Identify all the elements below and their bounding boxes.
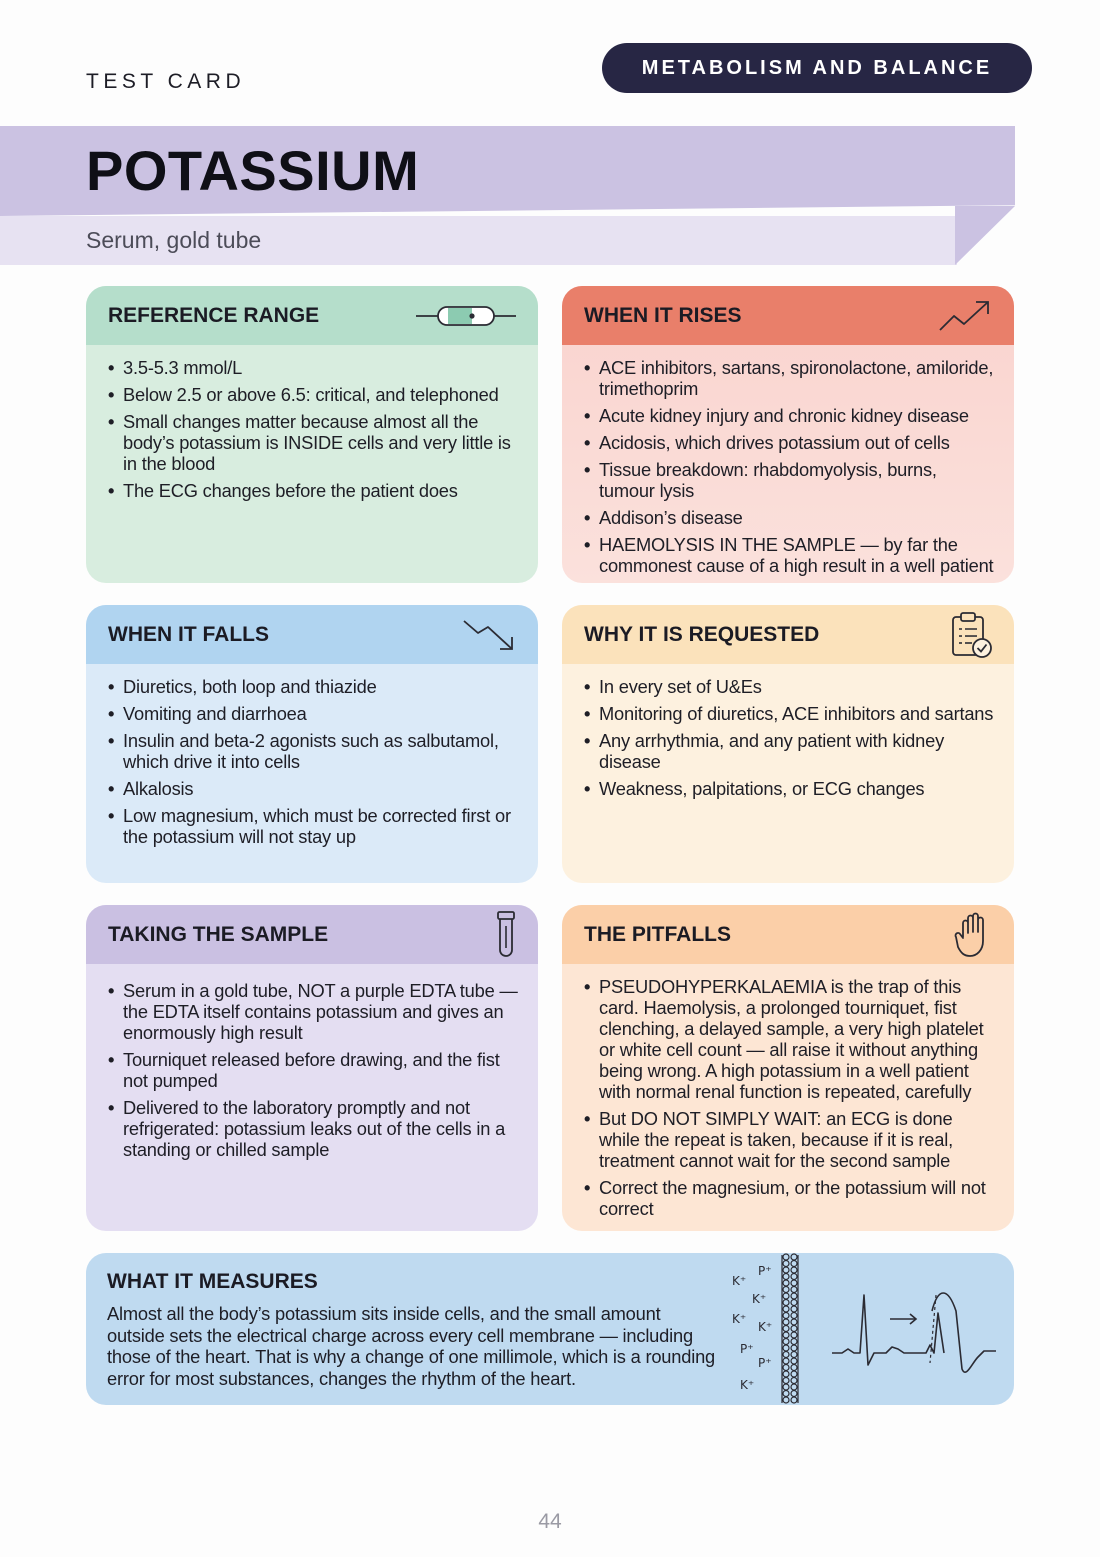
card-header — [562, 286, 1014, 345]
reference-range-card — [86, 286, 538, 583]
list-item: • In every set of U&Es — [584, 676, 996, 697]
list-item: • Vomiting and diarrhoea — [108, 703, 520, 724]
card-type-label: TEST CARD — [86, 70, 246, 93]
ion-label: K⁺ — [758, 1320, 773, 1334]
list-item: • Weakness, palpitations, or ECG changes — [584, 778, 996, 799]
arrow-right-icon — [890, 1314, 916, 1324]
list-item: • Alkalosis — [108, 778, 520, 799]
trend-down-icon — [462, 617, 518, 653]
list-item: • Delivered to the laboratory promptly and not refrigerated: potassium leaks out of the cells in a standing or chilled sample — [108, 1097, 520, 1160]
when-it-falls-list — [108, 676, 520, 847]
card-title: THE PITFALLS — [584, 922, 731, 946]
ion-label: K⁺ — [732, 1274, 747, 1288]
list-item: • Tissue breakdown: rhabdomyolysis, burns, tumour lysis — [584, 459, 996, 501]
card-header — [86, 905, 538, 964]
card-header — [86, 605, 538, 664]
ion-label: K⁺ — [740, 1378, 755, 1392]
card-title: WHY IT IS REQUESTED — [584, 622, 820, 646]
clipboard-check-icon — [950, 611, 994, 659]
card-title: WHEN IT RISES — [584, 303, 742, 327]
list-item: • Below 2.5 or above 6.5: critical, and telephoned — [108, 384, 520, 405]
page-title: POTASSIUM — [86, 139, 420, 202]
cell-membrane-icon — [782, 1254, 798, 1403]
stop-hand-icon — [954, 911, 994, 959]
ion-label: P⁺ — [758, 1356, 772, 1370]
card-title: WHEN IT FALLS — [108, 622, 269, 646]
list-item: • Low magnesium, which must be corrected first or the potassium will not stay up — [108, 805, 520, 847]
range-slider-icon — [414, 304, 518, 328]
ion-label: K⁺ — [732, 1312, 747, 1326]
pitfalls-card — [562, 905, 1014, 1231]
why-requested-card — [562, 605, 1014, 883]
list-item: • Addison’s disease — [584, 507, 996, 528]
category-badge: METABOLISM AND BALANCE — [602, 43, 1032, 93]
page-number: 44 — [538, 1510, 562, 1533]
page-subtitle: Serum, gold tube — [86, 227, 262, 253]
when-it-rises-list — [584, 357, 996, 576]
list-item: • The ECG changes before the patient does — [108, 480, 520, 501]
measures-description: Almost all the body’s potassium sits inside cells, and the small amount outside sets the electrical charge across every cell membrane — including those of the heart. That is why a change of one millimole, which is a rounding error for most substances, changes the rhythm of the heart. — [107, 1303, 716, 1389]
list-item: • Diuretics, both loop and thiazide — [108, 676, 520, 697]
taking-sample-card — [86, 905, 538, 1231]
taking-sample-list — [108, 980, 520, 1160]
when-it-rises-card — [562, 286, 1014, 583]
list-item: • Correct the magnesium, or the potassium will not correct — [584, 1177, 996, 1219]
list-item: • Acidosis, which drives potassium out of cells — [584, 432, 996, 453]
card-header — [562, 905, 1014, 964]
list-item: • Serum in a gold tube, NOT a purple EDTA tube — the EDTA itself contains potassium and gives an enormously high result — [108, 980, 520, 1043]
card-title: WHAT IT MEASURES — [107, 1270, 318, 1293]
when-it-falls-card — [86, 605, 538, 883]
what-it-measures-card — [86, 1253, 1014, 1405]
ecg-trace-icon — [832, 1295, 944, 1365]
list-item: • HAEMOLYSIS IN THE SAMPLE — by far the commonest cause of a high result in a well patient — [584, 534, 996, 576]
membrane-ecg-illustration — [726, 1253, 1006, 1405]
pitfalls-list — [584, 976, 996, 1219]
list-item: • 3.5-5.3 mmol/L — [108, 357, 520, 378]
card-title: TAKING THE SAMPLE — [108, 922, 329, 946]
card-title: REFERENCE RANGE — [108, 303, 320, 327]
list-item: • Acute kidney injury and chronic kidney disease — [584, 405, 996, 426]
ion-label: K⁺ — [752, 1292, 767, 1306]
why-requested-list — [584, 676, 996, 799]
card-header — [86, 286, 538, 345]
list-item: • But DO NOT SIMPLY WAIT: an ECG is done while the repeat is taken, because if it is real, treatment cannot wait for the second sample — [584, 1108, 996, 1171]
list-item: • Insulin and beta-2 agonists such as salbutamol, which drive it into cells — [108, 730, 520, 772]
list-item: • Tourniquet released before drawing, and the fist not pumped — [108, 1049, 520, 1091]
list-item: • Any arrhythmia, and any patient with kidney disease — [584, 730, 996, 772]
list-item: • Small changes matter because almost all the body’s potassium is INSIDE cells and very little is in the blood — [108, 411, 520, 474]
reference-range-list — [108, 357, 520, 501]
trend-up-icon — [938, 298, 994, 334]
list-item: • PSEUDOHYPERKALAEMIA is the trap of this card. Haemolysis, a prolonged tourniquet, fist clenching, a delayed sample, a very high platelet or white cell count — all raise it without anything being wrong. A high potassium in a well patient with normal renal function is repeated, carefully — [584, 976, 996, 1102]
ion-label: P⁺ — [740, 1342, 754, 1356]
ion-label: P⁺ — [758, 1264, 772, 1278]
list-item: • Monitoring of diuretics, ACE inhibitors and sartans — [584, 703, 996, 724]
banner-corner — [955, 206, 1015, 265]
test-tube-icon — [494, 910, 518, 960]
card-header — [562, 605, 1014, 664]
list-item: • ACE inhibitors, sartans, spironolactone, amiloride, trimethoprim — [584, 357, 996, 399]
